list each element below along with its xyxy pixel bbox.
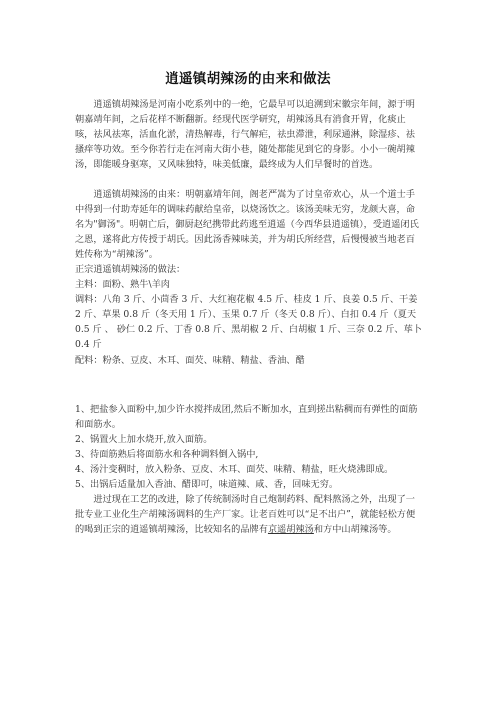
brand-link[interactable]: 京遥胡辣汤 (267, 524, 314, 536)
paragraph-origin (75, 187, 423, 262)
step-item: 4、汤汁变稠时，放入粉条、豆皮、木耳、面芡、味精、精盐，旺火烧沸即成。 (75, 464, 394, 476)
paragraph-intro (75, 97, 423, 172)
step-item: 3、待面筋熟后将面筋水和各种调料倒入锅中, (75, 449, 259, 461)
paragraph-closing (75, 492, 423, 537)
closing-text-end: 和方中山胡辣汤等。 (313, 524, 397, 536)
closing-text (75, 492, 423, 537)
recipe-heading: 正宗逍遥镇胡辣汤的做法： (75, 264, 186, 275)
steps-list (75, 402, 423, 493)
document-title: 逍遥镇胡辣汤的由来和做法 (165, 71, 331, 87)
seasonings-list: 调料：八角 3 斤、小茴香 3 斤、大红袍花椒 4.5 斤、桂皮 1 斤、良姜 0.5 斤、干姜 2 斤、草果 0.8 斤（冬天用 1 斤）、玉果 0.7 斤（冬天 0.8 斤）、白扣 0.4 斤（夏天 0.5 斤 、 砂仁 0.2 斤、丁香 0.8 斤、黑胡椒 2 斤、白胡椒 1 斤、三奈 0.2 斤、荜卜 0.4 斤 (75, 294, 422, 351)
origin-text: 逍遥镇胡辣汤的由来：明朝嘉靖年间，阁老严嵩为了讨皇帝欢心，从一个道士手中得到一付助寿延年的调味药献给皇帝，以烧汤饮之。该汤美味无穷，龙颜大喜，命名为"御汤"。明朝亡后，御厨赵纪携带此药逃至逍遥（今西华县逍遥镇），受逍遥闭氏之恩，遂将此方传授于胡氏。因此汤香辣味美，并为胡氏所经营，后慢慢被当地老百姓传称为“胡辣汤”。 (75, 189, 419, 261)
closing-text-start: 进过现在工艺的改进，除了传统制汤时自己炮制药料、配料熬汤之外，出现了一批专业工业化生产胡辣汤调料的生产厂家。让老百姓可以“足不出户”，就能轻松方便的喝到正宗的逍遥镇胡辣汤，比较知名的品牌有 (75, 494, 416, 536)
step-item: 1、把盐参入面粉中,加少许水搅拌成团,然后不断加水，直到搓出粘稠而有弹性的面筋和面筋水。 (75, 404, 418, 431)
recipe-section (75, 262, 423, 368)
intro-text: 逍遥镇胡辣汤是河南小吃系列中的一绝，它最早可以追溯到宋徽宗年间，源于明朝嘉靖年间，之后花样不断翻新。经现代医学研究，胡辣汤具有消食开胃，化痰止咳，祛风祛寒，活血化淤，清热解毒，行气解疟，祛虫滞泄，利尿通淋，除湿疹、祛搔痒等功效。至今你若行走在河南大街小巷，随处都能见到它的身影。小小一碗胡辣汤，即能暖身驱寒，又风味独特，味美低廉，最终成为人们早餐时的首选。 (75, 99, 415, 171)
step-item: 2、锅置火上加水烧开,放入面筋。 (75, 434, 213, 446)
side-ingredients: 配料：粉条、豆皮、木耳、面芡、味精、精盐、香油、醋 (75, 354, 305, 366)
step-item: 5、出锅后适量加入香油、醋即可，味道辣、咸、香，回味无穷。 (75, 479, 339, 491)
main-ingredients: 主料：面粉、熟牛\羊肉 (75, 279, 170, 291)
